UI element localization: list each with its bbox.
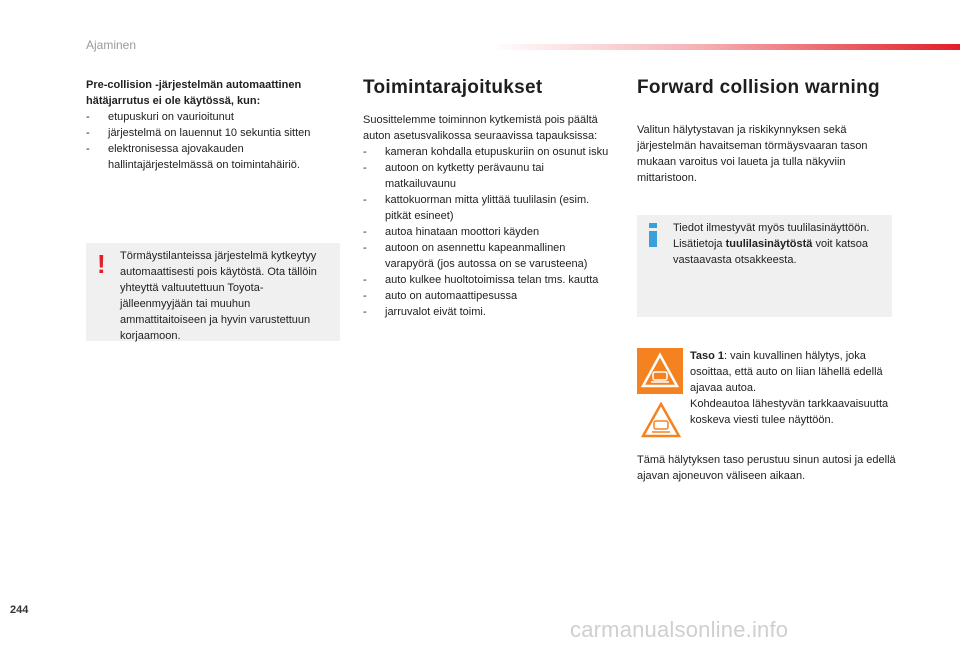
limitations-intro: Suosittelemme toiminnon kytkemistä pois päältä auton asetusvalikossa seuraavissa tapauksissa: (363, 114, 598, 142)
info-icon (648, 223, 658, 247)
list-item: - auto kulkee huoltotoimissa telan tms. kautta (363, 274, 599, 286)
level1-label: Taso 1 (690, 350, 725, 362)
left-intro (86, 77, 340, 109)
list-item: - elektronisessa ajovakauden hallintajärjestelmässä on toimintahäiriö. (86, 143, 300, 171)
list-item: - autoa hinataan moottori käyden (363, 226, 540, 238)
left-intro-line2: hätäjarrutus ei ole käytössä, kun: (86, 95, 261, 107)
list-item: - autoon on asennettu kapeanmallinen varapyörä (jos autossa on se varusteena) (363, 242, 588, 270)
header-accent-bar (490, 44, 960, 50)
exclamation-icon: ! (97, 249, 106, 279)
limitations-list (363, 144, 615, 320)
fcw-footer: Tämä hälytyksen taso perustuu sinun autosi ja edellä ajavan ajoneuvon väliseen aikaan. (637, 454, 896, 482)
left-intro-line1: Pre-collision -järjestelmän automaattinen (86, 79, 302, 91)
info-bold: tuulilasinäytöstä (725, 238, 813, 250)
info-line1: Tiedot ilmestyvät myös tuulilasinäyttöön. (673, 222, 870, 234)
list-item: - jarruvalot eivät toimi. (363, 306, 486, 318)
fcw-intro: Valitun hälytystavan ja riskikynnyksen sekä järjestelmän havaitseman törmäysvaaran tason mukaan varoitus voi laueta ja tulla näkyviin mittaristoon. (637, 124, 868, 184)
page-number: 244 (10, 604, 29, 616)
warning-text: Törmäystilanteissa järjestelmä kytkeytyy automaattisesti pois käytöstä. Ota tällöin yhteyttä valtuutettuun Toyota-jälleenmyyjään tai muuhun ammattitaitoiseen ja hyvin varustettuun korjaamoon. (120, 250, 317, 342)
warning-box (86, 243, 340, 341)
watermark: carmanualsonline.info (570, 617, 789, 642)
left-column (86, 77, 340, 173)
list-item: - kameran kohdalla etupuskuriin on osunut isku (363, 146, 609, 158)
right-column (637, 77, 892, 186)
info-text: Tiedot ilmestyvät myös tuulilasinäyttöön. Lisätietoja tuulilasinäytöstä voit katsoa vastaavasta otsakkeesta. (673, 222, 870, 266)
level1-description: Taso 1: vain kuvallinen hälytys, joka osoittaa, että auto on liian lähellä edellä ajavaa autoa. Kohdeautoa lähestyvän tarkkaavaisuutta koskeva viesti tulee näyttöön. (690, 350, 889, 426)
list-item: - auto on automaattipesussa (363, 290, 518, 302)
middle-column (363, 77, 615, 320)
left-list (86, 109, 340, 173)
list-item: - autoon on kytketty perävaunu tai matkailuvaunu (363, 162, 544, 190)
fcw-title: Forward collision warning (637, 77, 880, 98)
collision-warning-filled-icon (637, 348, 683, 394)
limitations-title: Toimintarajoitukset (363, 77, 543, 98)
list-item: - etupuskuri on vaurioitunut (86, 111, 234, 123)
section-label: Ajaminen (86, 38, 137, 52)
info-box (637, 215, 892, 317)
level1-text2: Kohdeautoa lähestyvän tarkkaavaisuutta koskeva viesti tulee näyttöön. (690, 398, 889, 426)
list-item: - kattokuorman mitta ylittää tuulilasin (esim. pitkät esineet) (363, 194, 590, 222)
collision-warning-outline-icon (641, 402, 681, 438)
list-item: - järjestelmä on lauennut 10 sekuntia sitten (86, 127, 311, 139)
